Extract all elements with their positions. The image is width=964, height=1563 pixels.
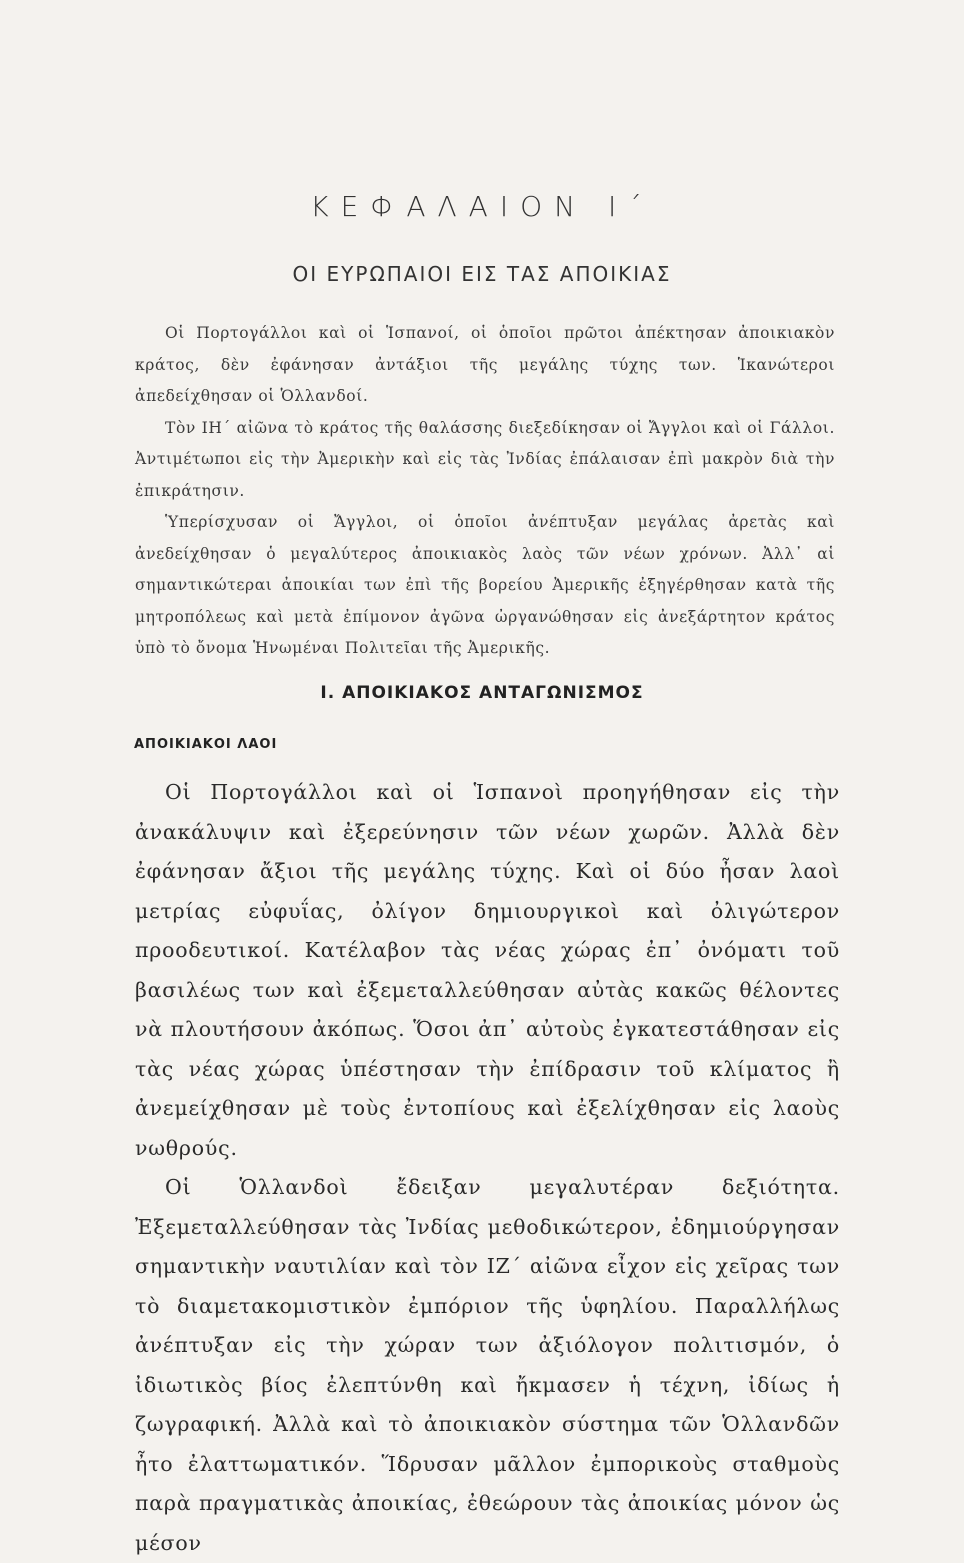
summary-paragraph: Τὸν ΙΗ΄ αἰῶνα τὸ κράτος τῆς θαλάσσης διεξεδίκησαν οἱ Ἄγγλοι καὶ οἱ Γάλλοι. Ἀντιμέτωποι εἰς τὴν Ἀμερικὴν καὶ εἰς τὰς Ἰνδίας ἐπάλαισαν ἐπὶ μακρὸν διὰ τὴν ἐπικράτησιν. [135,418,835,500]
summary-paragraph: Οἱ Πορτογάλλοι καὶ οἱ Ἱσπανοί, οἱ ὁποῖοι πρῶτοι ἀπέκτησαν ἀποικιακὸν κράτος, δὲν ἐφάνησαν ἀντάξιοι τῆς μεγάλης τύχης των. Ἱκανώτεροι ἀπεδείχθησαν οἱ Ὁλλανδοί. [135,324,835,405]
section-heading: I. ΑΠΟΙΚΙΑΚΟΣ ΑΝΤΑΓΩΝΙΣΜΟΣ [320,683,644,703]
chapter-subtitle: ΟΙ ΕΥΡΩΠΑΙΟΙ ΕΙΣ ΤΑΣ ΑΠΟΙΚΙΑΣ [292,262,672,286]
chapter-title: ΚΕΦΑΛΑΙΟΝ Ι΄ [310,190,654,223]
subsection-label: ΑΠΟΙΚΙΑΚΟΙ ΛΑΟΙ [134,737,278,752]
body-paragraph: Οἱ Ὁλλανδοὶ ἔδειξαν μεγαλυτέραν δεξιότητα. Ἐξεμεταλλεύθησαν τὰς Ἰνδίας μεθοδικώτερον, ἐδημιούργησαν σημαντικὴν ναυτιλίαν καὶ τὸν ΙΖ΄ αἰῶνα εἶχον εἰς χεῖρας των τὸ διαμετακομιστικὸν ἐμπόριον τῆς ὑφηλίου. Παραλλήλως ἀνέπτυξαν εἰς τὴν χώραν των ἀξιόλογον πολιτισμόν, ὁ ἰδιωτικὸς βίος ἐλεπτύνθη καὶ ἤκμασεν ἡ τέχνη, ἰδίως ἡ ζωγραφική. Ἀλλὰ καὶ τὸ ἀποικιακὸν σύστημα τῶν Ὁλλανδῶν ἦτο ἐλαττωματικόν. Ἵδρυσαν μᾶλλον ἐμπορικοὺς σταθμοὺς παρὰ πραγματικὰς ἀποικίας, ἐθεώρουν τὰς ἀποικίας μόνον ὡς μέσον [135,1175,840,1555]
body-text [135,773,840,1563]
body-paragraph: Οἱ Πορτογάλλοι καὶ οἱ Ἱσπανοὶ προηγήθησαν εἰς τὴν ἀνακάλυψιν καὶ ἐξερεύνησιν τῶν νέων χωρῶν. Ἀλλὰ δὲν ἐφάνησαν ἄξιοι τῆς μεγάλης τύχης. Καὶ οἱ δύο ἦσαν λαοὶ μετρίας εὐφυΐας, ὀλίγον δημιουργικοὶ καὶ ὀλιγώτερον προοδευτικοί. Κατέλαβον τὰς νέας χώρας ἐπ᾽ ὀνόματι τοῦ βασιλέως των καὶ ἐξεμεταλλεύθησαν αὐτὰς κακῶς θέλοντες νὰ πλουτήσουν ἀκόπως. Ὅσοι ἀπ᾽ αὐτοὺς ἐγκατεστάθησαν εἰς τὰς νέας χώρας ὑπέστησαν τὴν ἐπίδρασιν τοῦ κλίματος ἢ ἀνεμείχθησαν μὲ τοὺς ἐντοπίους καὶ ἐξελίχθησαν εἰς λαοὺς νωθρούς. [135,780,840,1160]
chapter-summary [135,318,835,665]
summary-paragraph: Ὑπερίσχυσαν οἱ Ἄγγλοι, οἱ ὁποῖοι ἀνέπτυξαν μεγάλας ἀρετὰς καὶ ἀνεδείχθησαν ὁ μεγαλύτερος ἀποικιακὸς λαὸς τῶν νέων χρόνων. Ἀλλ᾽ αἱ σημαντικώτεραι ἀποικίαι των ἐπὶ τῆς βορείου Ἀμερικῆς ἐξηγέρθησαν κατὰ τῆς μητροπόλεως καὶ μετὰ ἐπίμονον ἀγῶνα ὠργανώθησαν εἰς ἀνεξάρτητον κράτος ὑπὸ τὸ ὄνομα Ἡνωμέναι Πολιτεῖαι τῆς Ἀμερικῆς. [135,513,835,657]
